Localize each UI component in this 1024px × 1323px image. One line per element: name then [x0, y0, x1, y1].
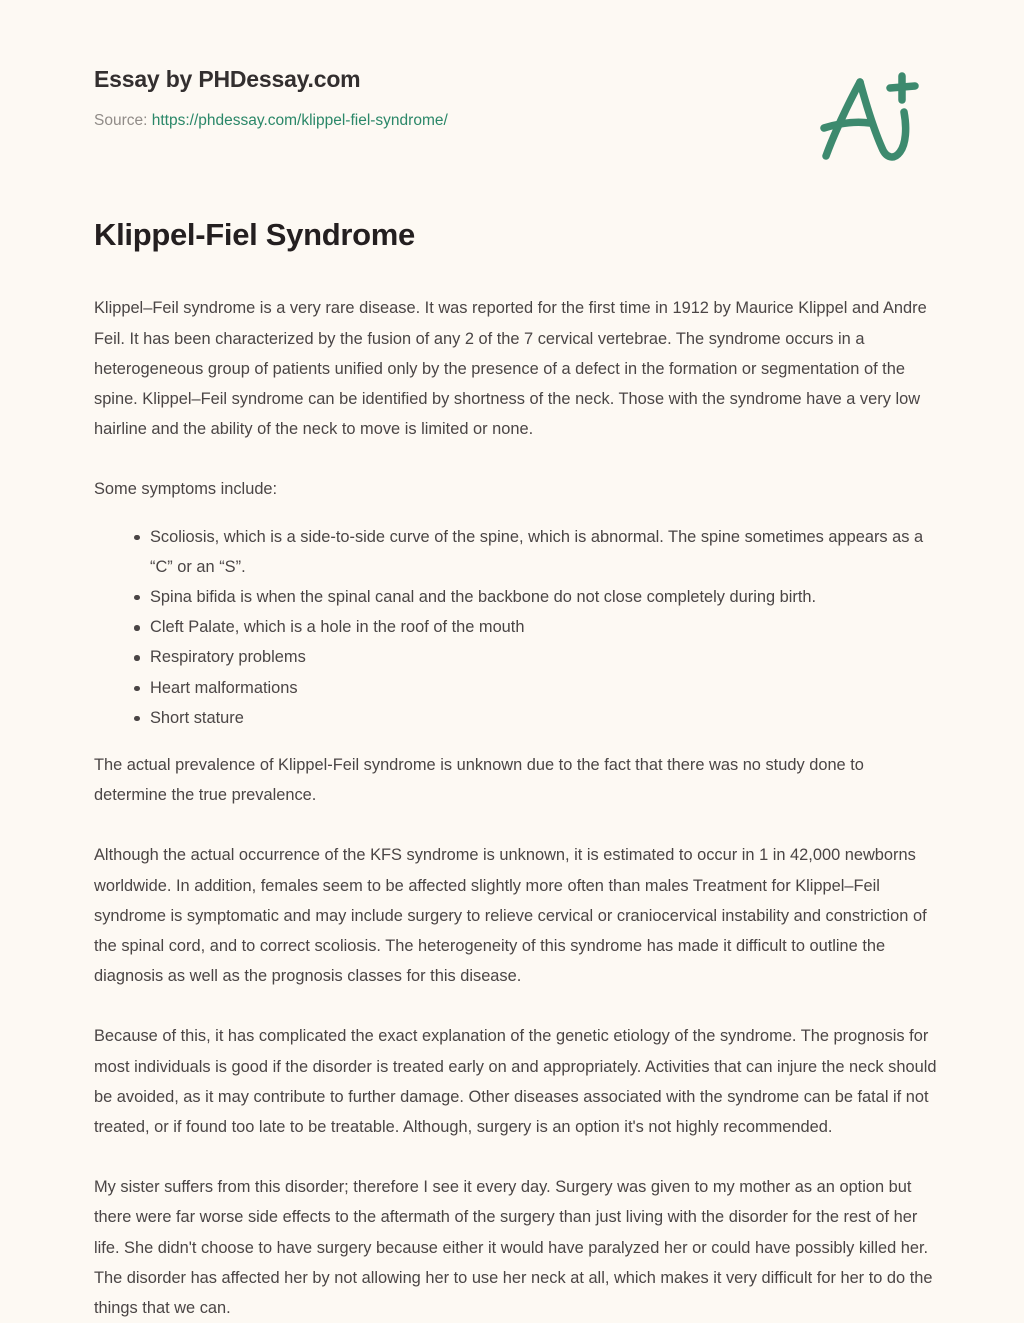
symptoms-list [94, 522, 937, 733]
brand-title: Essay by PHDessay.com [94, 66, 361, 92]
paragraph-3: Although the actual occurrence of the KFS syndrome is unknown, it is estimated to occur in 1 in 42,000 newborns worldwide. In addition, females seem to be affected slightly more often than males Treatment for Klippel–Feil syndrome is symptomatic and may include surgery to relieve cervical or craniocervical instability and constriction of the spinal cord, and to correct scoliosis. The heterogeneity of this syndrome has made it difficult to outline the diagnosis as well as the prognosis classes for this disease. [94, 846, 927, 986]
list-item: Short stature [134, 703, 937, 733]
source-url-link[interactable]: https://phdessay.com/klippel-fiel-syndrome/ [151, 111, 448, 129]
list-item: Respiratory problems [134, 642, 937, 672]
paragraph-1: Klippel–Feil syndrome is a very rare disease. It was reported for the first time in 1912 by Maurice Klippel and Andre Feil. It has been characterized by the fusion of any 2 of the 7 cervical vertebrae. The syndrome occurs in a heterogeneous group of patients unified only by the presence of a defect in the formation or segmentation of the spine. Klippel–Feil syndrome can be identified by shortness of the neck. Those with the syndrome have a very low hairline and the ability of the neck to move is limited or none. [94, 299, 927, 439]
a-plus-grade-logo-icon [812, 68, 924, 168]
list-item: Scoliosis, which is a side-to-side curve of the spine, which is abnormal. The spine sometimes appears as a “C” or an “S”. [134, 522, 937, 582]
paragraph-4: Because of this, it has complicated the exact explanation of the genetic etiology of the syndrome. The prognosis for most individuals is good if the disorder is treated early on and appropriately. Activities that can injure the neck should be avoided, as it may contribute to further damage. Other diseases associated with the syndrome can be fatal if not treated, or if found too late to be treatable. Although, surgery is an option it's not highly recommended. [94, 1027, 937, 1136]
list-item: Cleft Palate, which is a hole in the roof of the mouth [134, 612, 937, 642]
source-line [94, 110, 934, 132]
list-item: Heart malformations [134, 673, 937, 703]
page-title: Klippel-Fiel Syndrome [94, 217, 415, 252]
source-label: Source: [94, 111, 148, 129]
paragraph-5: My sister suffers from this disorder; therefore I see it every day. Surgery was given to my mother as an option but there were far worse side effects to the aftermath of the surgery than just living with the disorder for the rest of her life. She didn't choose to have surgery because either it would have paralyzed her or could have possibly killed her. The disorder has affected her by not allowing her to use her neck at all, which makes it very difficult for her to do the things that we can. [94, 1178, 933, 1317]
symptoms-intro: Some symptoms include: [94, 480, 278, 499]
article-body [94, 215, 937, 1323]
list-item: Spina bifida is when the spinal canal and the backbone do not close completely during birth. [134, 582, 937, 612]
paragraph-2: The actual prevalence of Klippel-Feil syndrome is unknown due to the fact that there was no study done to determine the true prevalence. [94, 755, 864, 805]
document-header [94, 66, 934, 131]
